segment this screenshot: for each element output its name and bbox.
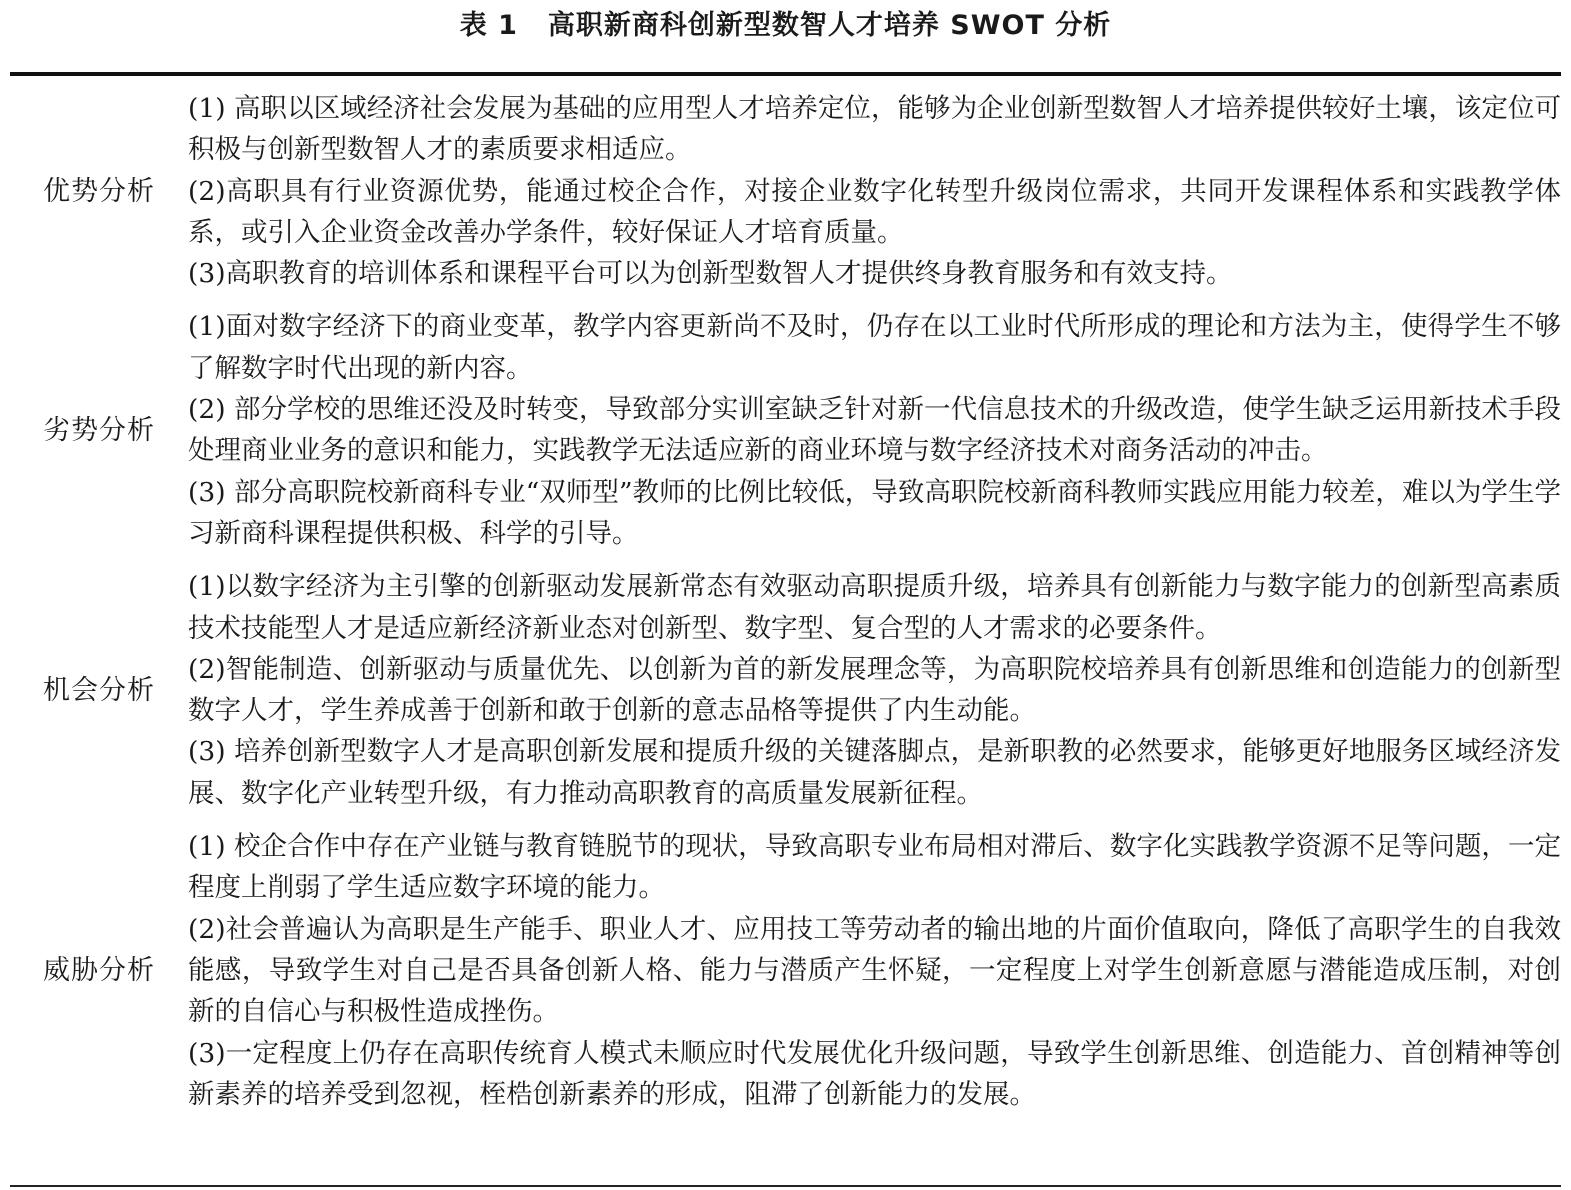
swot-row-weaknesses bbox=[10, 306, 1561, 554]
table-title: 高职新商科创新型数智人才培养 SWOT 分析 bbox=[547, 10, 1112, 41]
swot-table bbox=[10, 88, 1561, 1127]
row-label-threats: 威胁分析 bbox=[43, 955, 155, 987]
threat-point-3: (3)一定程度上仍存在高职传统育人模式未顺应时代发展优化升级问题，导致学生创新思维、创造能力、首创精神等创新素养的培养受到忽视，桎梏创新素养的形成，阻滞了创新能力的发展。 bbox=[188, 1037, 1561, 1110]
strength-point-2: (2)高职具有行业资源优势，能通过校企合作，对接企业数字化转型升级岗位需求，共同开发课程体系和实践教学体系，或引入企业资金改善办学条件，较好保证人才培育质量。 bbox=[188, 175, 1561, 248]
weakness-point-2: (2) 部分学校的思维还没及时转变，导致部分实训室缺乏针对新一代信息技术的升级改造，使学生缺乏运用新技术手段处理商业业务的意识和能力，实践教学无法适应新的商业环境与数字经济技术对商务活动的冲击。 bbox=[188, 394, 1561, 467]
row-content-strengths bbox=[188, 88, 1561, 294]
threat-point-2: (2)社会普遍认为高职是生产能手、职业人才、应用技工等劳动者的输出地的片面价值取向，降低了高职学生的自我效能感，导致学生对自己是否具备创新人格、能力与潜质产生怀疑，一定程度上对学生创新意愿与潜能造成压制，对创新的自信心与积极性造成挫伤。 bbox=[188, 913, 1561, 1028]
strength-point-1: (1) 高职以区域经济社会发展为基础的应用型人才培养定位，能够为企业创新型数智人才培养提供较好土壤，该定位可积极与创新型数智人才的素质要求相适应。 bbox=[188, 93, 1561, 166]
weakness-point-1: (1)面对数字经济下的商业变革，教学内容更新尚不及时，仍存在以工业时代所形成的理论和方法为主，使得学生不够了解数字时代出现的新内容。 bbox=[188, 311, 1561, 384]
table-top-rule bbox=[10, 72, 1561, 76]
row-content-weaknesses bbox=[188, 306, 1561, 554]
swot-row-strengths bbox=[10, 88, 1561, 294]
row-content-threats bbox=[188, 826, 1561, 1115]
row-label-opportunities: 机会分析 bbox=[43, 674, 155, 706]
opportunity-point-1: (1)以数字经济为主引擎的创新驱动发展新常态有效驱动高职提质升级，培养具有创新能力与数字能力的创新型高素质技术技能型人才是适应新经济新业态对创新型、数字型、复合型的人才需求的必要条件。 bbox=[188, 571, 1561, 644]
swot-row-opportunities bbox=[10, 566, 1561, 814]
opportunity-point-3: (3) 培养创新型数字人才是高职创新发展和提质升级的关键落脚点，是新职教的必然要求，能够更好地服务区域经济发展、数字化产业转型升级，有力推动高职教育的高质量发展新征程。 bbox=[188, 736, 1561, 809]
threat-point-1: (1) 校企合作中存在产业链与教育链脱节的现状，导致高职专业布局相对滞后、数字化实践教学资源不足等问题，一定程度上削弱了学生适应数字环境的能力。 bbox=[188, 831, 1561, 904]
swot-row-threats bbox=[10, 826, 1561, 1115]
opportunity-point-2: (2)智能制造、创新驱动与质量优先、以创新为首的新发展理念等，为高职院校培养具有创新思维和创造能力的创新型数字人才，学生养成善于创新和敢于创新的意志品格等提供了内生动能。 bbox=[188, 653, 1561, 727]
row-content-opportunities bbox=[188, 566, 1561, 814]
table-caption bbox=[0, 8, 1571, 44]
row-label-weaknesses: 劣势分析 bbox=[43, 414, 155, 446]
strength-point-3: (3)高职教育的培训体系和课程平台可以为创新型数智人才提供终身教育服务和有效支持。 bbox=[188, 258, 1233, 290]
table-bottom-rule bbox=[10, 1185, 1561, 1187]
table-number: 表 1 bbox=[459, 10, 518, 41]
row-label-strengths: 优势分析 bbox=[43, 175, 155, 207]
weakness-point-3: (3) 部分高职院校新商科专业“双师型”教师的比例比较低，导致高职院校新商科教师实践应用能力较差，难以为学生学习新商科课程提供积极、科学的引导。 bbox=[188, 476, 1561, 549]
